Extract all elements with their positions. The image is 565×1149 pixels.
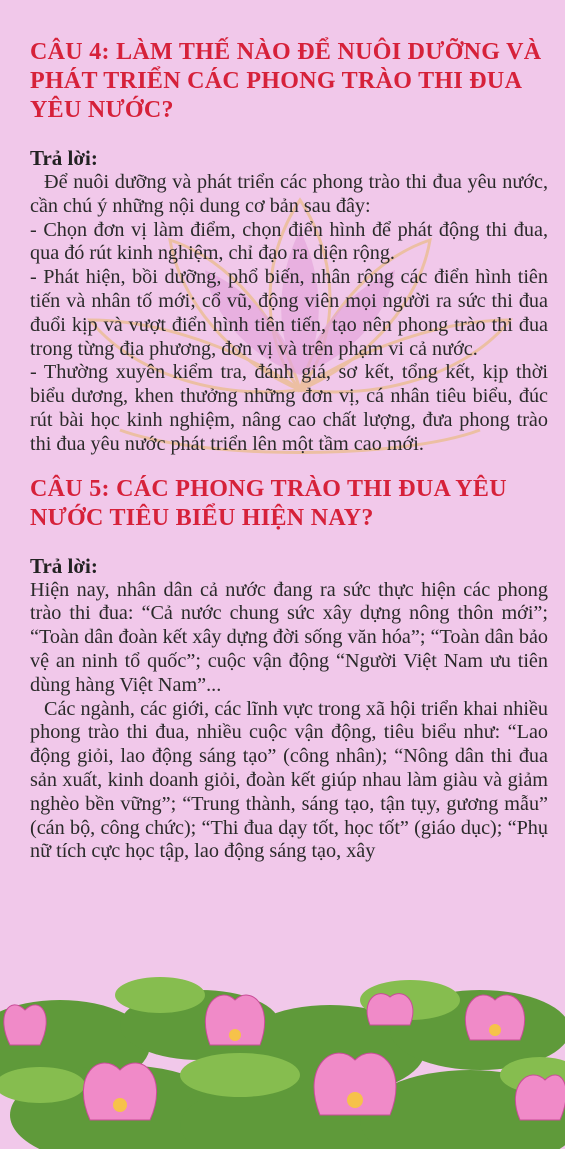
question-5-title: CÂU 5: CÁC PHONG TRÀO THI ĐUA YÊU NƯỚC TIÊU BIỂU HIỆN NAY? — [30, 475, 507, 531]
question-4-answer-label: Trả lời: — [30, 146, 98, 170]
question-4-paragraph: Để nuôi dưỡng và phát triển các phong trào thi đua yêu nước, cần chú ý những nội dung cơ bản sau đây: — [30, 171, 548, 217]
question-4-paragraph: - Phát hiện, bồi dưỡng, phổ biến, nhân rộng các điển hình tiên tiến và nhân tố mới; cổ vũ, động viên mọi người ra sức thi đua đuổi kịp và vượt điển hình tiên tiến, tạo nên phong trào thi đua trong từng địa phương, đơn vị và trên phạm vi cả nước. — [30, 266, 548, 360]
question-4-paragraph: - Chọn đơn vị làm điểm, chọn điển hình để phát động thi đua, qua đó rút kinh nghiệm, chỉ đạo ra diện rộng. — [30, 218, 548, 265]
question-4-title: CÂU 4: LÀM THẾ NÀO ĐỂ NUÔI DƯỠNG VÀ PHÁT TRIỂN CÁC PHONG TRÀO THI ĐUA YÊU NƯỚC? — [30, 39, 542, 123]
question-4-paragraph: - Thường xuyên kiểm tra, đánh giá, sơ kết, tổng kết, kịp thời biểu dương, khen thưởng những đơn vị, cá nhân tiêu biểu, đúc rút bài học kinh nghiệm, nâng cao chất lượng, đưa phong trào thi đua yêu nước phát triển lên một tầm cao mới. — [30, 361, 548, 455]
question-5-answer-label: Trả lời: — [30, 553, 98, 578]
question-5-paragraph: Hiện nay, nhân dân cả nước đang ra sức thực hiện các phong trào thi đua: “Cả nước chung sức xây dựng nông thôn mới”; “Toàn dân đoàn kết xây dựng đời sống văn hóa”; “Toàn dân bảo vệ an ninh tổ quốc”; cuộc vận động “Người Việt Nam ưu tiên dùng hàng Việt Nam”... — [30, 578, 548, 696]
lotus-flowers-decoration — [0, 955, 565, 1149]
question-5-paragraph: Các ngành, các giới, các lĩnh vực trong xã hội triển khai nhiều phong trào thi đua, nhiều cuộc vận động, tiêu biểu như: “Lao động giỏi, lao động sáng tạo” (công nhân); “Nông dân thi đua sản xuất, kinh doanh giỏi, đoàn kết giúp nhau làm giàu và giảm nghèo bền vững”; “Trung thành, sáng tạo, tận tụy, gương mẫu” (cán bộ, công chức); “Thi đua dạy tốt, học tốt” (giáo dục); “Phụ nữ tích cực học tập, lao động sáng tạo, xây — [30, 697, 548, 863]
question-4-section — [30, 38, 548, 457]
content-column — [30, 38, 548, 864]
question-5-section — [30, 475, 548, 865]
